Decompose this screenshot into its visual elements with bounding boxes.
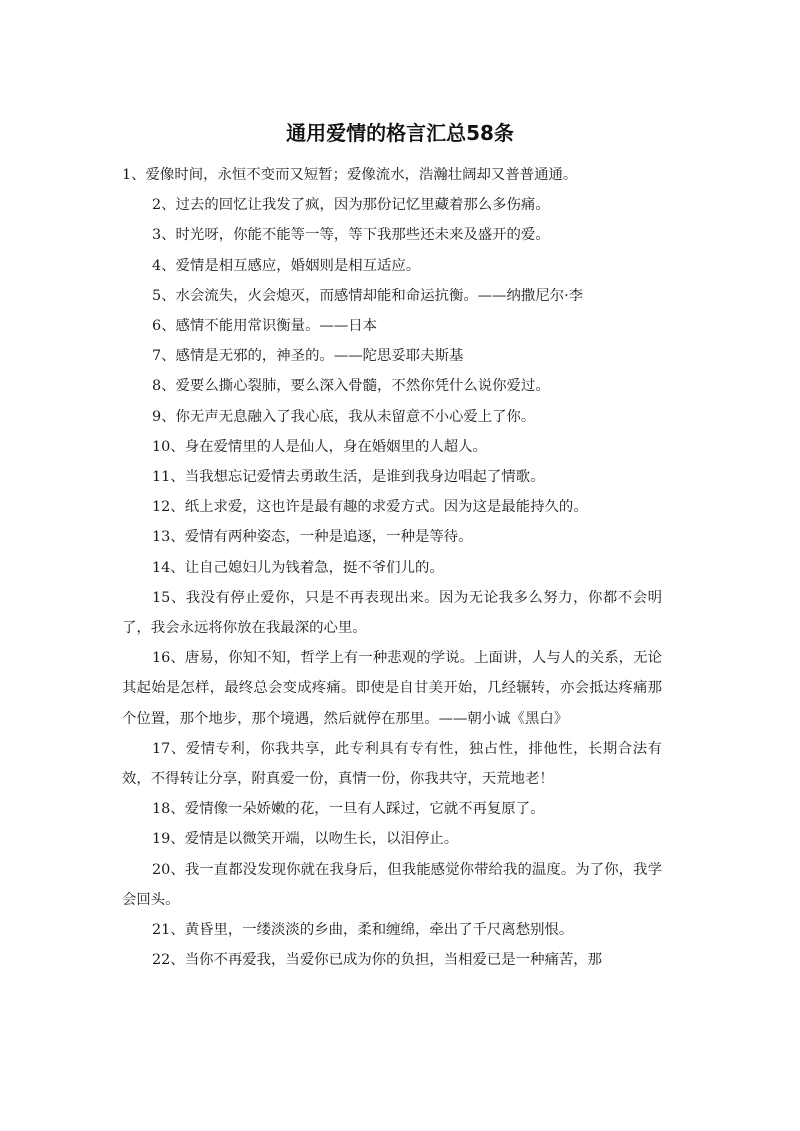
paragraph-2: 2、过去的回忆让我发了疯，因为那份记忆里藏着那么多伤痛。 <box>152 197 550 214</box>
paragraph-3: 3、时光呀，你能不能等一等，等下我那些还未来及盛开的爱。 <box>152 227 550 244</box>
paragraph-22: 22、当你不再爱我，当爱你已成为你的负担，当相爱已是一种痛苦，那 <box>152 952 603 969</box>
paragraph-18: 18、爱情像一朵娇嫩的花，一旦有人踩过，它就不再复原了。 <box>152 801 545 818</box>
paragraph-11: 11、当我想忘记爱情去勇敢生活，是谁到我身边唱起了情歌。 <box>152 469 545 486</box>
paragraph-17: 17、爱情专利，你我共享，此专利具有专有性，独占性，排他性，长期合法有效，不得转让分享，附真爱一份，真情一份，你我共守，天荒地老！ <box>122 740 662 788</box>
paragraph-14: 14、让自己媳妇儿为钱着急，挺不爷们儿的。 <box>152 559 444 576</box>
paragraph-19: 19、爱情是以微笑开端，以吻生长，以泪停止。 <box>152 831 459 848</box>
paragraph-8: 8、爱要么撕心裂肺，要么深入骨髓，不然你凭什么说你爱过。 <box>152 378 550 395</box>
paragraph-15: 15、我没有停止爱你，只是不再表现出来。因为无论我多么努力，你都不会明了，我会永远将你放在我最深的心里。 <box>122 589 662 637</box>
paragraph-10: 10、身在爱情里的人是仙人，身在婚姻里的人超人。 <box>152 438 487 455</box>
paragraph-5: 5、水会流失，火会熄灭，而感情却能和命运抗衡。——纳撒尼尔·李 <box>152 287 584 304</box>
paragraph-20: 20、我一直都没发现你就在我身后，但我能感觉你带给我的温度。为了你，我学会回头。 <box>122 861 662 908</box>
paragraph-9: 9、你无声无息融入了我心底，我从未留意不小心爱上了你。 <box>152 408 536 425</box>
document-title: 通用爱情的格言汇总58条 <box>286 121 514 145</box>
document-body <box>122 160 662 975</box>
paragraph-21: 21、黄昏里，一缕淡淡的乡曲，柔和缠绵，牵出了千尺离愁别恨。 <box>152 922 574 939</box>
paragraph-1: 1、爱像时间，永恒不变而又短暂；爱像流水，浩瀚壮阔却又普普通通。 <box>122 167 578 183</box>
paragraph-6: 6、感情不能用常识衡量。——日本 <box>152 318 378 335</box>
paragraph-7: 7、感情是无邪的，神圣的。——陀思妥耶夫斯基 <box>152 348 464 365</box>
paragraph-16: 16、唐易，你知不知，哲学上有一种悲观的学说。上面讲，人与人的关系，无论其起始是怎样，最终总会变成疼痛。即使是自甘美开始，几经辗转，亦会抵达疼痛那个位置，那个地步，那个境遇，然后就停在那里。——朝小诚《黑白》 <box>122 650 662 727</box>
paragraph-12: 12、纸上求爱，这也许是最有趣的求爱方式。因为这是最能持久的。 <box>152 499 588 516</box>
paragraph-4: 4、爱情是相互感应，婚姻则是相互适应。 <box>152 257 421 274</box>
paragraph-13: 13、爱情有两种姿态，一种是追逐，一种是等待。 <box>152 529 473 546</box>
